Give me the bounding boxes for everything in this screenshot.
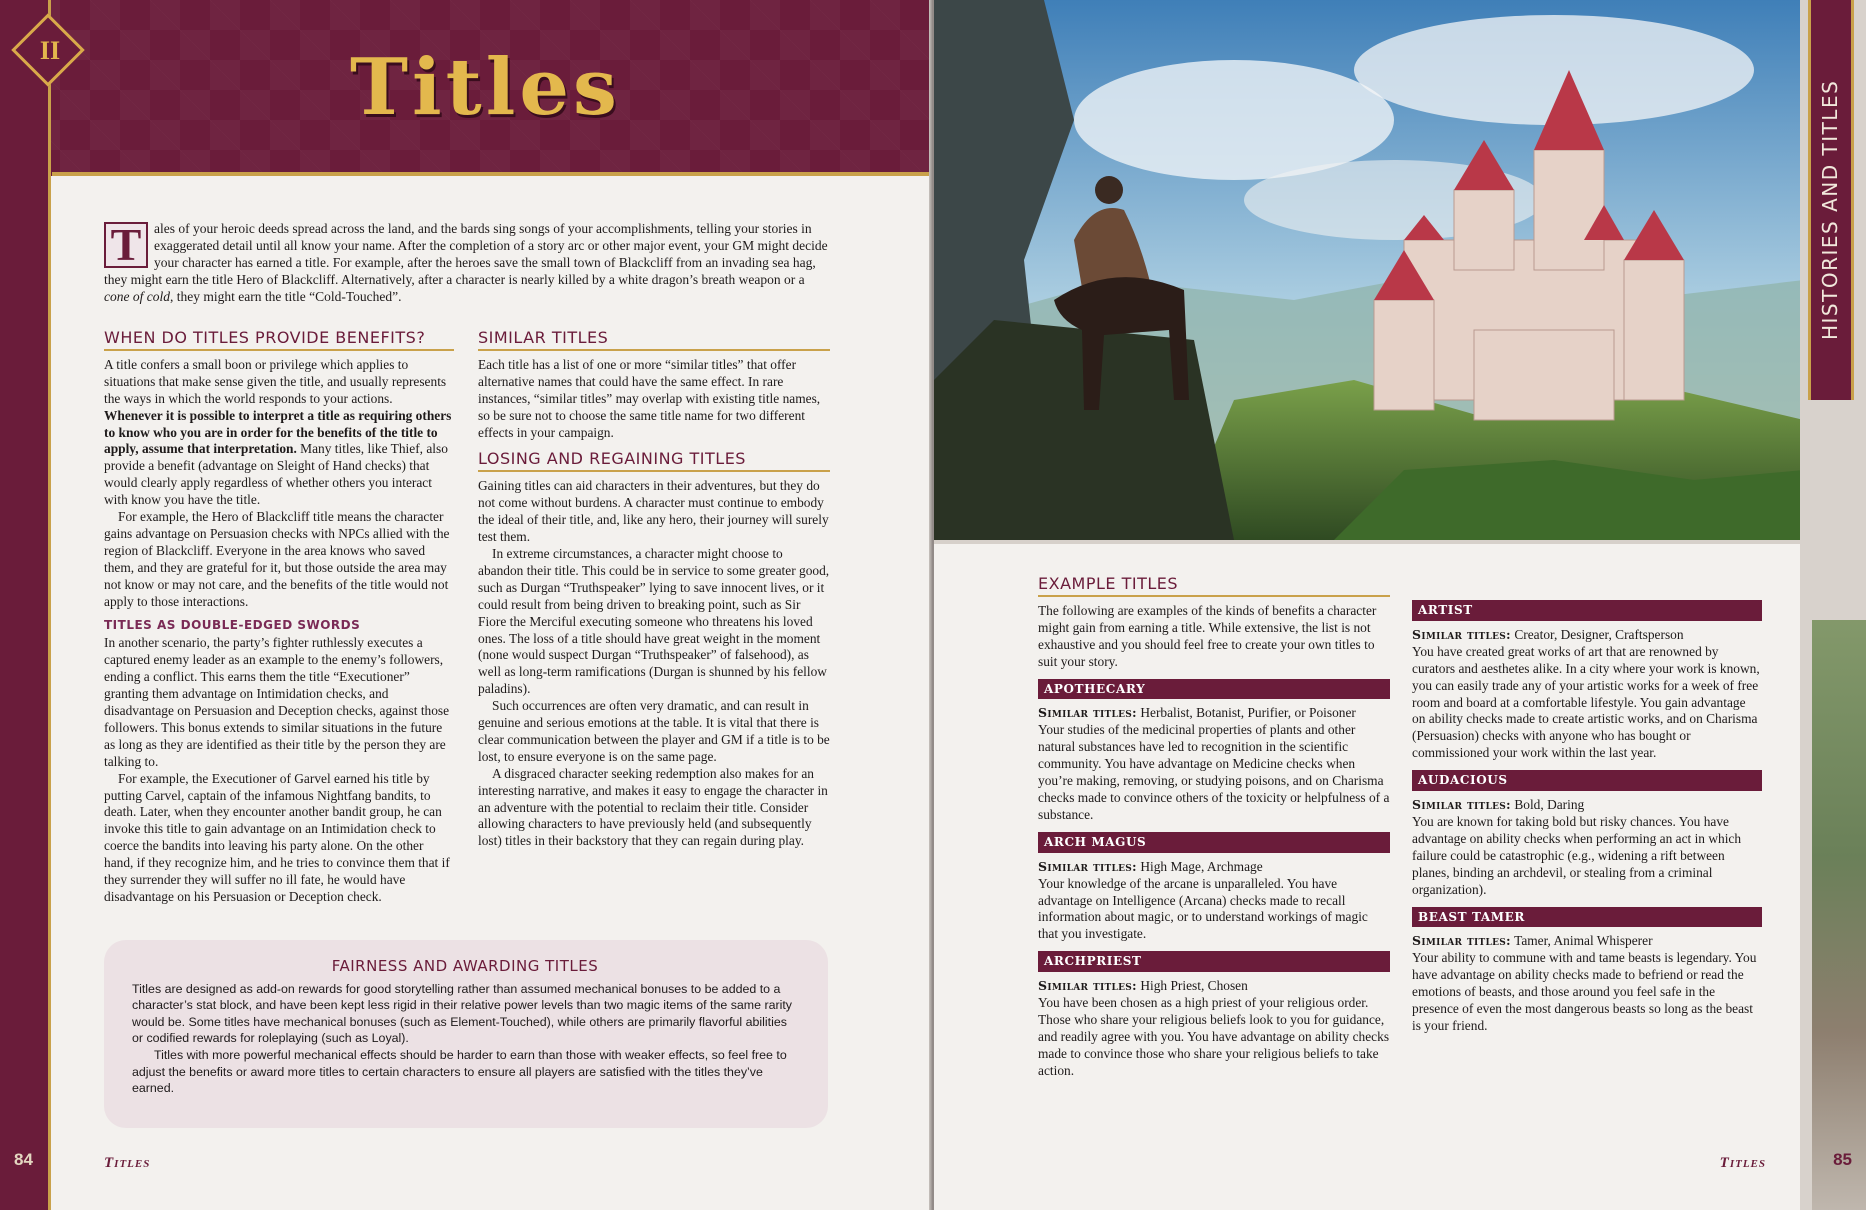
section-heading: LOSING AND REGAINING TITLES [478, 451, 830, 472]
paragraph: A title confers a small boon or privilege which applies to situations that make sense given the title, and usually represents the ways in which the world responds to your actions. Whenever it is possible to interpret a title as requiring others to know who you are in order for the benefits of the title to apply, assume that interpretation. Many titles, like Thief, also provide a benefit (advantage on Sleight of Hand checks) that would clearly apply regardless of whether others you interact with know you have the title. [104, 356, 452, 508]
sidebar-paragraph: Titles with more powerful mechanical effects should be harder to earn than those with weaker effects, so feel free to adjust the benefits or award more titles to certain characters to ensure all players are satisfied with the titles they’ve earned. [132, 1047, 787, 1096]
chapter-tab-label: HISTORIES AND TITLES [1818, 79, 1842, 340]
paragraph: For example, the Hero of Blackcliff title means the character gains advantage on Persuasion checks with NPCs allied with the region of Blackcliff. Everyone in the area knows who saved them, and they are grateful for it, but those outside the area may not know or may not care, and the benefits of the title would not apply to those interactions. [104, 509, 450, 609]
left-column [1038, 576, 1390, 1080]
sidebar-title: FAIRNESS AND AWARDING TITLES [331, 957, 599, 975]
section-heading: WHEN DO TITLES PROVIDE BENEFITS? [104, 330, 454, 351]
side-strip [0, 0, 50, 1210]
sidebar-box [104, 940, 828, 1128]
section-heading: EXAMPLE TITLES [1038, 576, 1390, 597]
title-description: Your knowledge of the arcane is unparalleled. You have advantage on Intelligence (Arcana) checks made to recall information about magic, or to understand workings of magic that you investigate. [1038, 875, 1368, 942]
title-entry-header: ARCH MAGUS [1038, 832, 1390, 853]
similar-titles: Similar titles: Tamer, Animal Whisperer [1412, 933, 1653, 949]
left-page [0, 0, 932, 1210]
title-entry-header: AUDACIOUS [1412, 770, 1762, 791]
page-title: Titles [350, 42, 621, 133]
paragraph: For example, the Executioner of Garvel earned his title by putting Carvel, captain of the infamous Nightfang bandits, to death. Later, when they encounter another bandit group, he can invoke this title to gain advantage on an Intimidation check to coerce the bandits into leaving his party alone. On the other hand, if they recognize him, and he tries to convince them that if they surrender they will suffer no ill fate, he would have disadvantage on his Persuasion or Deception check. [104, 770, 450, 904]
similar-titles: Similar titles: Creator, Designer, Craftsperson [1412, 626, 1684, 642]
running-footer: Titles [104, 1155, 151, 1171]
title-description: Your ability to commune with and tame beasts is legendary. You have advantage on ability checks made to befriend or read the emotions of beasts, and those around you feel safe in the presence of even the most dangerous beasts so long as the beast is your friend. [1412, 950, 1757, 1033]
paragraph: Such occurrences are often very dramatic, and can result in genuine and serious emotions at the table. It is vital that there is clear communication between the player and GM if a title is to be lost, to ensure everyone is on the same page. [478, 698, 830, 764]
title-entry-header: ARCHPRIEST [1038, 951, 1390, 972]
title-entry-header: BEAST TAMER [1412, 907, 1762, 928]
image-border [934, 540, 1866, 544]
left-column [104, 330, 454, 906]
title-entry-header: APOTHECARY [1038, 679, 1390, 700]
similar-titles: Similar titles: Herbalist, Botanist, Purifier, or Poisoner [1038, 705, 1356, 721]
castle-illustration [934, 0, 1804, 540]
right-column [1412, 594, 1762, 1035]
paragraph: Gaining titles can aid characters in their adventures, but they do not come without burdens. A character must continue to embody the ideal of their title, and, like any hero, their journey will surely test them. [478, 478, 829, 545]
title-description: Your studies of the medicinal properties of plants and other natural substances have led to recognition in the scientific community. You have advantage on Medicine checks when you’re making, removing, or studying poisons, and on Charisma checks made to convince others of the toxicity or helpfulness of a substance. [1038, 722, 1390, 822]
similar-titles: Similar titles: High Priest, Chosen [1038, 978, 1248, 994]
subsection-heading: TITLES AS DOUBLE-EDGED SWORDS [104, 617, 361, 632]
sidebar-paragraph: Titles are designed as add-on rewards for good storytelling rather than assumed mechanical bonuses to be added to a character’s stat block, and have been kept less rigid in their relative power levels than two magic items of the same rarity would be. Some titles have mechanical bonuses (such as Element-Touched), while others are primarily flavorful abilities or codified rewards for roleplaying (such as Loyal). [132, 981, 793, 1046]
chapter-number: II [39, 36, 61, 65]
intro-paragraph: T ales of your heroic deeds spread across the land, and the bards sing songs of your accomplishments, telling your stories in exaggerated detail until all know your name. After the completion of a story arc or other major event, your GM might decide your character has earned a title. For example, after the heroes save the small town of Blackcliff from an invading sea hag, they might earn the title Hero of Blackcliff. Alternatively, after a character is nearly killed by a white dragon’s breath weapon or a cone of cold, they might earn the title “Cold-Touched”. [104, 219, 828, 304]
title-description: You are known for taking bold but risky chances. You have advantage on ability checks when performing an act in which failure could be catastrophic (e.g., widening a rift between planes, binding an archdevil, or stealing from a criminal organization). [1412, 813, 1742, 897]
paragraph: In extreme circumstances, a character might choose to abandon their title. This could be in service to some greater good, such as Durgan “Truthspeaker” lying to save innocent lives, or it could result from being driven to breaking point, such as Sir Fiore the Merciful executing someone who threatens his loved ones. The loss of a title should have great weight in the moment (none would suspect Durgan “Truthspeaker” of falsehood), as well as long-term ramifications (Durgan is shunned by his fellow paladins). [478, 545, 830, 697]
similar-titles: Similar titles: Bold, Daring [1412, 797, 1585, 813]
running-footer: Titles [1719, 1155, 1766, 1171]
page-number: 85 [1833, 1150, 1852, 1169]
side-strip-art [1812, 620, 1866, 1210]
paragraph: In another scenario, the party’s fighter ruthlessly executes a captured enemy leader as an example to the enemy’s followers, ending a conflict. This earns them the title “Executioner” granting them advantage on Intimidation checks, and disadvantage on Persuasion and Deception checks, against those followers. This bonus extends to similar situations in the future as long as they are identified as their title by the person they are talking to. [104, 635, 450, 769]
title-description: You have created great works of art that are renowned by curators and aesthetes alike. In a city where your work is known, you can easily trade any of your artistic works for a week of free room and board at a comfortable lifestyle. You gain advantage on ability checks made to create artistic works, and on Charisma (Persuasion) checks with anyone who has bought or commissioned your work within the last year. [1412, 643, 1760, 761]
paragraph: Each title has a list of one or more “similar titles” that offer alternative names that could have the same effect. In rare instances, “similar titles” may overlap with existing title names, so be sure not to choose the same title name for two different effects in your campaign. [478, 356, 821, 440]
similar-titles: Similar titles: High Mage, Archmage [1038, 858, 1263, 874]
right-page [934, 0, 1866, 1210]
title-entry-header: ARTIST [1412, 600, 1762, 621]
right-column [478, 330, 830, 850]
title-description: You have been chosen as a high priest of your religious order. Those who share your religious beliefs look to you for guidance, and readily agree with you. You have advantage on ability checks made to convince those who share your religious beliefs to take action. [1038, 995, 1390, 1078]
paragraph: A disgraced character seeking redemption also makes for an interesting narrative, and makes it easy to engage the character in an adventure with the potential to reclaim their title. Consider allowing characters to have previously held (and subsequently lost) titles in their backstory that they can regain during play. [478, 765, 828, 849]
section-heading: SIMILAR TITLES [478, 330, 830, 351]
side-rule [48, 0, 51, 1210]
page-number: 84 [14, 1150, 33, 1169]
dropcap: T [104, 222, 148, 268]
paragraph: The following are examples of the kinds of benefits a character might gain from earning a title. While extensive, the list is not exhaustive and you should feel free to create your own titles to suit your story. [1038, 602, 1377, 669]
